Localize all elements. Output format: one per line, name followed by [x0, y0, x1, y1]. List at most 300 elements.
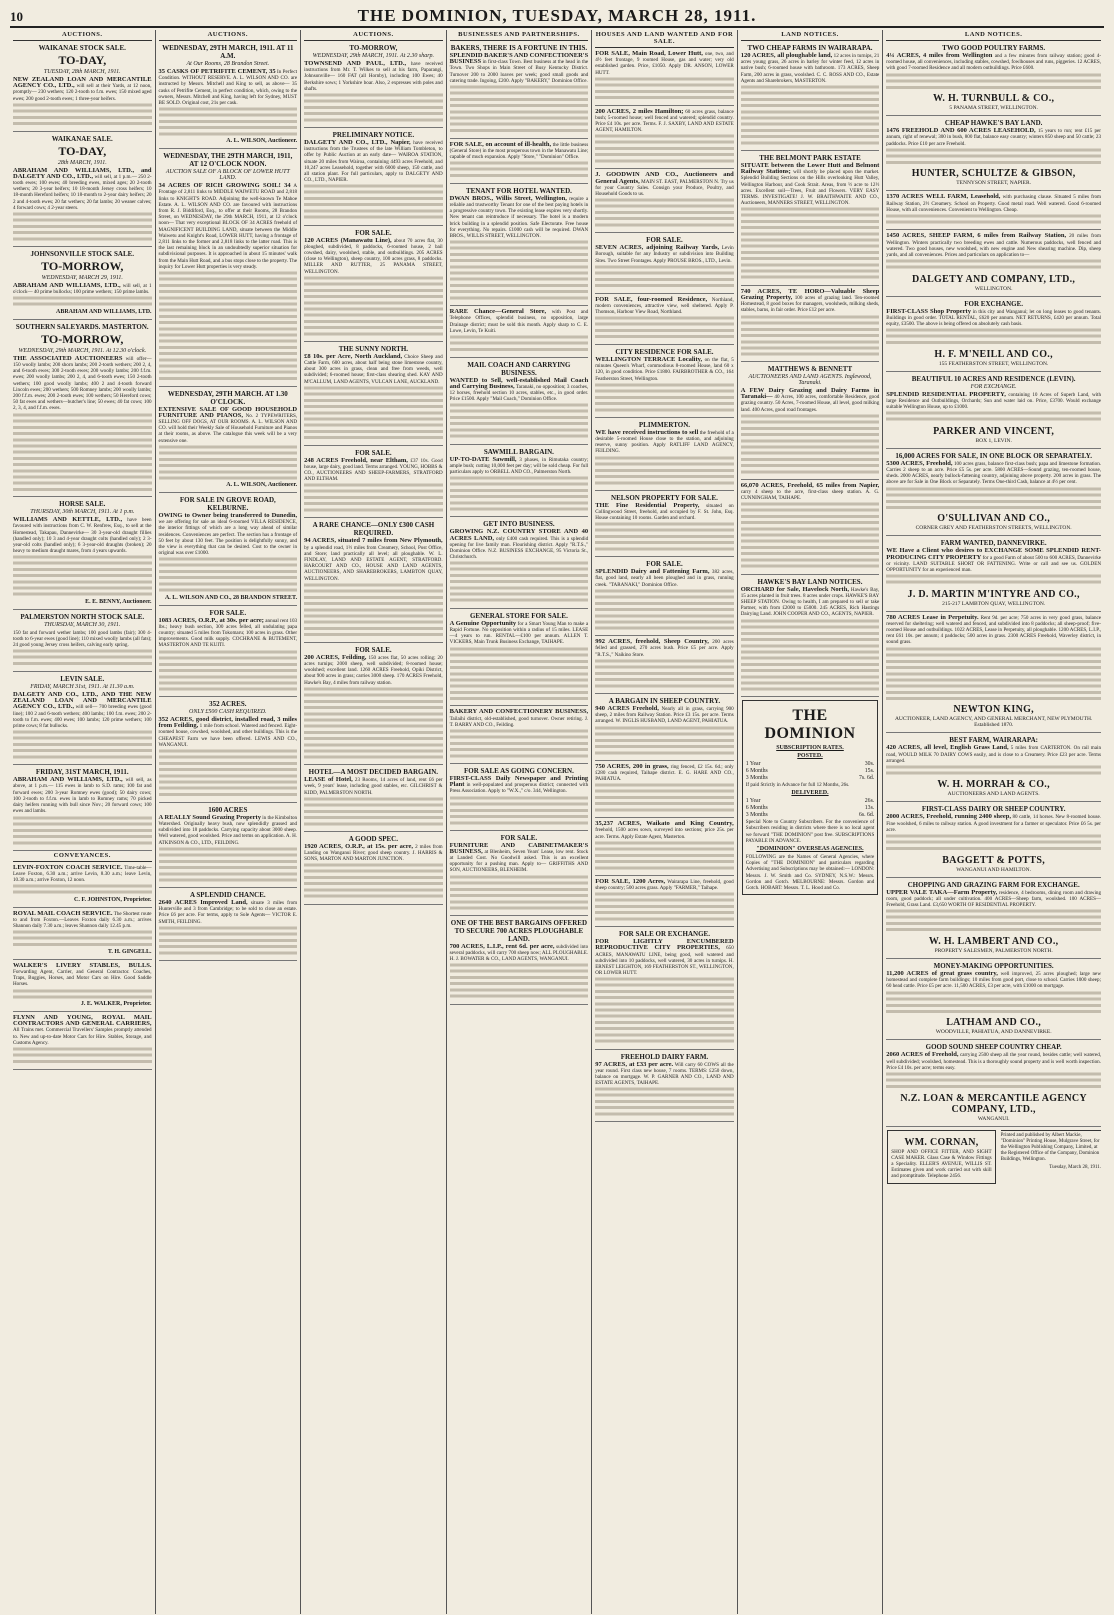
ad-body — [304, 61, 443, 92]
ad-text-lines — [13, 648, 152, 667]
rate-note: If paid Strictly in Advance for full 12 Months, 26s. — [745, 782, 850, 789]
ad-lead: 120 ACRES, all ploughable land, — [740, 52, 833, 59]
ad-lead: 66,070 ACRES, Freehold, 65 miles from Napier, — [740, 481, 880, 489]
ad-text-lines — [595, 315, 734, 340]
ad-title: 1600 ACRES — [208, 805, 248, 814]
ad-lead: SITUATE between the Lower Hutt and Belmont Railway Stations; — [740, 162, 880, 176]
advertiser-name: N.Z. LOAN & MERCANTILE AGENCY COMPANY, LTD., — [900, 1092, 1087, 1115]
ad-lead: 700 ACRES, L.I.P., rent 6d. per acre, — [449, 942, 555, 950]
ad-lead: A FEW Dairy Grazing and Dairy Farms in Taranaki— — [740, 387, 880, 401]
ad-lead: 1083 ACRES, O.R.P., at 30s. per acre; — [158, 616, 264, 624]
ad-title: TO-MORROW, — [349, 44, 398, 52]
rate-price: 7s. 6d. — [858, 775, 875, 782]
advertisement — [304, 226, 443, 342]
column-heading: HOUSES AND LAND WANTED AND FOR SALE. — [595, 30, 734, 48]
ad-body — [595, 569, 734, 588]
ad-body — [886, 128, 1101, 147]
ad-text-lines — [450, 962, 589, 999]
ad-body — [886, 392, 1101, 411]
ad-text: Forwarding Agent, Carrier, and General Contractor. Coaches, Traps, Buggies, Horses, and Motor Cars on Hire. Good Saddle Horses. — [13, 968, 152, 988]
ad-text-lines — [595, 976, 734, 1044]
ad-body — [450, 142, 589, 161]
posted-heading: POSTED. — [797, 753, 823, 760]
column-2 — [156, 30, 302, 1614]
ad-lead: THE ASSOCIATED AUCTIONEERS — [13, 354, 123, 362]
ad-headline: TO-DAY, — [58, 53, 107, 67]
ad-text: in the Kimbolton Watershed. Originally heavy bush, now splendidly grassed and subdivided into 18 paddocks. Carrying capacity about 3000 sheep. Well watered, good woolshed. Price and terms on application. A. H. ATKINSON & CO., LTD., FEILDING. — [158, 814, 298, 846]
ad-lead: 35 CASKS OF PETRIFITE CEMENT, 35 — [158, 68, 276, 75]
ad-headline: TO-MORROW, — [41, 331, 124, 346]
ad-title: FRIDAY, 31ST MARCH, 1911. — [35, 768, 129, 777]
ad-body — [13, 77, 152, 102]
delivered-rates — [746, 798, 875, 819]
advertisement — [159, 888, 298, 961]
ad-text: Northland, modern conveniences, attractive view, well sheltered. Apply P. Thomson, Harbour View Road, Northland. — [595, 296, 734, 316]
ad-lead: A REALLY Sound Grazing Property — [158, 813, 261, 821]
ad-title: A GOOD SPEC. — [348, 834, 398, 843]
advertisement — [741, 480, 880, 575]
ad-lead: 248 ACRES Freehold, near Eltham, — [304, 456, 408, 464]
ad-text: with purchasing clause. Situated 5 miles from Railway Station, 2½ Creamery. School on Property. Good metal road. Well watered. Good 6-roomed House, with all conveniences. Convenient to Wellington. Cheap. — [886, 194, 1102, 213]
ad-title: WEDNESDAY, 29TH MARCH, 1911. AT 11 A.M. — [162, 44, 294, 60]
cornan-advertisement — [887, 1130, 995, 1184]
ad-body — [886, 745, 1101, 764]
advertisement — [595, 48, 734, 106]
ad-text: have received instructions from the Trustees of the late William Tombleton, to offer by Public Auction at an early date— WAIROA STATION, situate 20 miles from Wairoa, containing 4493 acres Freehold, and 10,247 acres Leasehold, together with 6000 sheep, 150 cattle, and all station plant. For full particulars, apply to DALGETY AND CO., LTD., NAPIER. — [304, 140, 443, 184]
rate-price: 13s. — [864, 805, 875, 812]
ad-text-lines — [13, 295, 152, 307]
advertisement — [13, 672, 152, 765]
ad-text: only £400 cash required. This is a splendid opening for live family man. Flourishing district. Apply "R.T.S.," Dominion Office. N.Z. BUSINESS EXCHANGE, 95 Victoria St., Christchurch. — [449, 535, 589, 561]
ad-text: about 70 acres flat, 30 ploughed, subdivided, 8 paddocks, 6-roomed house, 2 bail cowshed, dairy, woolshed, stable, and outbuildings. 205 ACRES (close to Wellington), sheep country, 100 acres grass, 8 paddocks. MILLER AND RUTTER, 25 PANAMA STREET, WELLINGTON. — [304, 237, 443, 275]
ad-text-lines — [741, 84, 880, 146]
ad-title: MONEY-MAKING OPPORTUNITIES. — [933, 962, 1054, 971]
advertisement — [595, 106, 734, 170]
ad-lead: ABRAHAM AND WILLIAMS, LTD., and DALGETY AND CO., LTD., — [13, 166, 152, 180]
ad-body — [886, 814, 1101, 833]
ad-text: 80 cattle, 14 horses. New 8-roomed house. Fine woolshed, 6 miles to railway station. A good investment for a farmer or speculator. Price £6 5s. per acre. — [886, 814, 1102, 833]
ad-title: HOTEL—A MOST DECIDED BARGAIN. — [308, 768, 439, 777]
ad-text-lines — [450, 475, 589, 512]
ad-text-lines — [741, 413, 880, 475]
ad-text: freehold, 1500 acres sown, surveyed into sections; price 25s. per acre. Terms. Apply Estate Agent, Masterton. — [595, 827, 734, 840]
ad-body — [159, 900, 298, 925]
ad-text: will offer— 150 woolly lambs; 200 shorn lambs; 200 2-tooth wethers; 200 2, 4, and 6-tooth ewes; 300 2-tooth ewes; 200 woolly lambs; 200 f.f.m. ewes; 200 woolly lambs; 200 2, 4, and 6-tooth ewes; 150 2-tooth wethers; 100 good woolly lambs; 400 2 and 4-tooth forward Lincoln ewes; 200 wethers; 500 Romney lambs; 200 woolly lambs; 200 f.f.m. ewes; 200 2-tooth ewes; 100 wethers; 50 Hereford cows; 50 fat ewes and wethers—butcher's line; 50 ewes; 40 fat cows; 100 2, 3, 4, and f.f.m. ewes. — [13, 355, 152, 412]
ad-text-lines — [886, 573, 1101, 585]
ad-body — [304, 140, 443, 183]
ad-body — [886, 971, 1101, 990]
ad-body — [13, 963, 152, 988]
ad-body — [13, 168, 152, 211]
ad-text: Wairarapa Line, freehold, good sheep country; 500 acres grass. Apply "FARMER," Taihape. — [595, 878, 734, 891]
ad-body — [741, 388, 880, 413]
ad-text: 23 Rooms, 14 acres of land, rent £6 per week, 9 years' lease, including good stables, etc. GILCHRIST & KIDD, PALMERSTON NORTH. — [304, 777, 443, 796]
ad-text-lines — [886, 646, 1101, 702]
ad-title: WAIKANAE SALE. — [51, 134, 113, 143]
ad-text-lines — [13, 929, 152, 948]
ad-text-lines — [159, 649, 298, 692]
advertisement — [13, 1012, 152, 1070]
ad-text: 100 acres grass, balance first-class bush; papa and limestone formation. Carries 2 sheep to an acre. Price £5 5s. per acre. 5800 ACRES—Sound grazing, ten-roomed house, sheds. 2000 ACRES, nearly bullock-fattening country, adjoining above property. 200 acres in grass. The above are for Sale in One Block or Separately. Terms One-third Cash, balance at 4½ per cent. — [886, 460, 1102, 486]
ad-lead: DALGETY AND CO., LTD., AND THE NEW ZEALAND LOAN AND MERCANTILE AGENCY CO., LTD., — [13, 691, 152, 711]
ad-text-lines — [886, 147, 1101, 166]
ad-text: Taranaki, no opposition; 3 coaches, 12 horses, freehold section 10 acres, stables, etc., in good order. Price £1500. Apply "Mail Coach," Dominion Office. — [449, 383, 589, 403]
advertiser-address: 5 PANAMA STREET, WELLINGTON. — [949, 105, 1038, 112]
advertisement — [304, 643, 443, 765]
advertiser-address: 155 FEATHERSTON STREET, WELLINGTON. — [938, 360, 1049, 367]
advertiser-address: WELLINGTON. — [974, 285, 1013, 292]
advertiser-name: PARKER AND VINCENT, — [933, 425, 1055, 437]
ad-lead: 2640 ACRES Improved Land, — [158, 898, 248, 906]
advertisement — [886, 802, 1101, 877]
ad-body — [886, 53, 1101, 72]
ad-title: PRELIMINARY NOTICE. — [332, 131, 415, 140]
ad-lead: RARE Chance—General Store, — [449, 308, 547, 316]
ad-text-lines — [595, 891, 734, 922]
ad-body — [13, 865, 152, 884]
advertisement — [595, 927, 734, 1049]
ad-date: WEDNESDAY, MARCH 29, 1911. — [41, 275, 123, 282]
ad-text: at Blenheim, Seven Years' Lease, low rent. Stock at Landed Cost. No Goodwill asked. This is an excellent opportunity for a pushing man. Apply to— GRIFFITHS AND SON, AUCTIONEERS, BLENHEIM. — [449, 848, 589, 874]
ad-body — [159, 618, 298, 649]
rate-period: 3 Months — [745, 812, 768, 819]
ad-lead: 94 ACRES, situated 7 miles from New Plymouth, — [304, 537, 443, 545]
ad-lead: 120 ACRES (Manawatu Line), — [304, 236, 392, 244]
masthead — [10, 6, 1104, 28]
ad-lead: SEVEN ACRES, adjoining Railway Yards, — [595, 244, 720, 252]
ad-text-lines — [304, 385, 443, 441]
advertiser-address: CORNER GREY AND FEATHERSTON STREETS, WELLINGTON. — [915, 525, 1072, 532]
ad-body — [159, 407, 298, 444]
advertisement — [595, 418, 734, 491]
ad-lead: 750 ACRES, 200 in grass, — [595, 762, 669, 770]
ad-text-lines — [450, 84, 589, 134]
advertisement — [886, 191, 1101, 230]
ad-title: HAWKE'S BAY LAND NOTICES. — [757, 577, 863, 586]
advertisement — [450, 445, 589, 518]
ad-title: FOR SALE. — [355, 645, 392, 654]
advertiser-name: O'SULLIVAN AND CO., — [937, 513, 1051, 525]
advertisement — [741, 41, 880, 151]
ad-lead: 97 ACRES, at £33 per acre. — [595, 1060, 674, 1068]
ad-title: 352 ACRES. — [209, 700, 247, 709]
ad-lead: TOWNSEND AND PAUL, LTD., — [304, 60, 407, 67]
ad-text-lines — [886, 990, 1101, 1015]
advertisement — [450, 358, 589, 445]
ad-body — [159, 183, 298, 270]
ad-lead: SPLENDID RESIDENTIAL PROPERTY, — [886, 390, 1006, 398]
ad-text: A Frontage of 2,811 links to MIDDLE WAIWETU ROAD and 2,818 links to KNIGHT'S ROAD. Adjoining the well-known Te Mahoe Estate. A. L. WILSON AND CO. are favoured with instructions from R. J. Biddiford, Esq., to offer at their Rooms, 28 Brandon Street, on WEDNESDAY, the 29th MARCH, 1911, at 12 o'clock noon— That very exceptional BLOCK OF 34 ACRES freehold of MAGNIFICENT BUILDING LAND, situate between the Middle Waiwetu and Knight's Road, LOWER HUTT, having a frontage of 2,811 links to the former and 2,818 links to the latter road. This is the last remaining block in an undoubtedly superior situation for subdivisional purposes. It is approached in about 15 minutes' walk from the Main Hutt Road, and a bus stops close to the property. The inquiry for Lower Hutt properties is very steady. — [158, 183, 298, 270]
advertisement — [13, 610, 152, 672]
ad-text-lines — [450, 160, 589, 179]
ad-body — [13, 1015, 152, 1046]
ad-title: A SPLENDID CHANCE. — [189, 890, 266, 899]
ad-body — [595, 639, 734, 658]
advertisement — [13, 497, 152, 610]
ad-text-lines — [450, 560, 589, 603]
ad-text: in this city and Wanganui; let on long leases to good tenants. Buildings in good order. TOTAL RENTAL, £620 per annum. NET RETURNS, £420 per annum. Total equity, £3500. The above is being offered on absolutely cash basis. — [886, 308, 1102, 328]
ad-lead: FURNITURE AND CABINETMAKER'S BUSINESS, — [449, 841, 589, 855]
ad-body — [450, 196, 589, 239]
advertiser-name: NEWTON KING, — [953, 704, 1034, 716]
columns-container — [10, 30, 1104, 1614]
ad-lead: UP-TO-DATE Sawmill, — [449, 455, 517, 463]
advertisement — [450, 306, 589, 357]
advertisement — [886, 878, 1101, 959]
ad-text: No. 2 TYPEWRITERS, SELLING OFF DOGS, AT OUR ROOMS. A. L. WILSON AND CO. will hold their Weekly Sale of Household Furniture and Pianos at their rooms, as above. The catalogue this week will be a very extensive one. — [158, 412, 298, 444]
rate-period: 1 Year — [745, 761, 761, 768]
ad-body — [13, 517, 152, 554]
ad-text-lines — [595, 382, 734, 413]
ad-text-lines — [13, 988, 152, 1000]
ad-body — [595, 879, 734, 891]
ad-text-lines — [450, 402, 589, 439]
ad-text: we are offering for sale an ideal 6-roomed VILLA RESIDENCE, the interior fittings of which are a long way ahead of similar residences. Conveniences are perfect. The section has a frontage of 50 feet by about 130 feet. The position is delightfully sunny, and the view is everything that can be desired. Cost to the owner in original was over £1000. — [158, 519, 298, 557]
ad-text: and a few minutes from railway station; good 4-roomed house, all conveniences, including stables, cowshed, fowlhouses and runs, piggeries. 12 ACRES, with good 7-roomed Residence and all modern outbuildings. Price £600. — [886, 53, 1102, 72]
rate-period: 1 Year — [745, 798, 761, 805]
ad-body — [13, 283, 152, 295]
advertiser-address: AUCTIONEERS AND LAND AGENTS. — [947, 791, 1040, 798]
ad-body — [304, 777, 443, 796]
advertiser-address: WANGANUI. — [977, 1115, 1010, 1122]
ad-lead: FOR LIGHTLY ENCUMBERED REPRODUCTIVE CITY PROPERTIES, — [595, 938, 734, 952]
advertisement — [595, 636, 734, 694]
advertisement — [886, 116, 1101, 191]
ad-body — [450, 621, 589, 646]
ad-lead: BAKERY AND CONFECTIONERY BUSINESS, — [449, 708, 589, 716]
ad-body — [886, 615, 1101, 646]
advertisement — [595, 761, 734, 819]
ad-body — [595, 706, 734, 725]
ad-text: in well-populated and prosperous district; connected with Press Association. Apply to "W.X.," c/o. 344, Wellington. — [449, 782, 589, 795]
ad-text: will sell, at 1 p.m.— 250 2-tooth ewes; 100 ewes; 40 breeding ewes, mixed ages; 20 2-tooth wethers; 20 3-year heifers; 10 18-month Jersey cross heifers; 10 18-month Hereford heifers; 10 18-month to 2-year dairy heifers; 20 2 and 4-tooth ewes; 20 fat wethers; 20 fat lambs; 20 weaner calves; 4 forward cows; 4 2-year steers. — [13, 173, 152, 211]
ad-text: one, two, and 4½ feet frontage, 9 roomed House, gas and water; very old established garden. Price, £1050. Apply DR. ANSON, LOWER HUTT. — [595, 51, 734, 76]
ad-body — [159, 513, 298, 556]
ad-text: The Shortest route to and from Foxton.—Leaves Foxton daily 6.30 a.m.; arrives Shannon daily 7.30 a.m.; leaves Shannon daily 12.45 p.m. — [13, 910, 152, 929]
ad-title: FOR SALE OR EXCHANGE. — [618, 930, 710, 939]
ad-lead: 2000 ACRES, Freehold, running 2400 sheep, — [886, 813, 1011, 821]
ad-date: 28th MARCH, 1911. — [57, 159, 107, 166]
ad-lead: J. GOODWIN AND CO., Auctioneers and General Agents, — [595, 171, 734, 185]
ad-text-lines — [450, 874, 589, 911]
rate-price: 6s. 6d. — [858, 812, 875, 819]
ad-body — [450, 709, 589, 728]
rate-price: 26s. — [864, 798, 875, 805]
advertiser-address: 215-217 LAMBTON QUAY, WELLINGTON. — [942, 600, 1046, 607]
ad-title: CHEAP HAWKE'S BAY LAND. — [944, 119, 1043, 128]
ad-title: FOR SALE. — [646, 560, 683, 569]
ad-title: CHOPPING AND GRAZING FARM FOR EXCHANGE. — [907, 880, 1080, 889]
ad-lead: WANTED to Sell, well-established Mail Coach and Carrying Business, — [449, 376, 589, 390]
ad-body — [13, 777, 152, 814]
ad-signature: E. E. BENNY, Auctioneer. — [85, 598, 152, 605]
ad-body — [595, 51, 734, 76]
ad-lead: 34 ACRES OF RICH GROWING SOIL! 34 — [158, 182, 291, 190]
ad-body — [304, 354, 443, 385]
advertisement — [595, 233, 734, 293]
ad-text-lines — [13, 211, 152, 242]
advertisement — [159, 387, 298, 493]
advertisement — [304, 765, 443, 832]
ad-lead: 11,200 ACRES of great grass country, — [886, 970, 998, 978]
ad-text: the little business (General Store) in the most prosperous town in the Manawatu Line; capable of much expansion. Apply "Store," "Dominion" Office. — [449, 141, 589, 161]
ad-title: FOR SALE. — [209, 608, 247, 617]
ad-lead: 4¼ ACRES, 4 miles from Wellington — [886, 52, 993, 59]
advertisement — [450, 764, 589, 831]
ad-text: have been favoured with instructions from C. W. Renfrew, Esq., to sell at the Homestead, Takapau, Dannevirke— 30 3-year-old draught fillies (handled only); 10 3 and 4-year draught colts (handled only); 2 3-year-old colts (handled only); 6 3-year-old draughts (broken); 20 heavy to medium draught mares, from 4 years upwards. — [13, 517, 152, 555]
ad-text: Rent 9d. per acre; 750 acres in very good grass, balance reserved for sheltering; well watered and fenced, and subdivided into 8 paddocks; all sheep-proof; five-roomed House and outbuildings. 1022 ACRES, Lease in Perpetuity, all ploughable. 1200 ACRES, L.I.P., rent £61 10s. per annum; 4 paddocks; 500 acres in grass. 2300 ACRES Freehold, Waverley district, in sound grass. — [886, 614, 1102, 646]
advertisement — [886, 449, 1101, 537]
advertisement — [13, 960, 152, 1012]
printer-imprint — [1001, 1130, 1101, 1187]
advertisement — [595, 1050, 734, 1123]
advertiser-name: H. F. M'NEILL AND CO., — [934, 348, 1053, 360]
ad-text-lines — [886, 1071, 1101, 1090]
ad-text-lines — [304, 275, 443, 337]
column-4 — [447, 30, 593, 1614]
column-heading: AUCTIONS. — [13, 30, 152, 41]
ad-body — [595, 172, 734, 197]
ad-title: WEDNESDAY, THE 29TH MARCH, 1911, AT 12 O'CLOCK NOON. — [163, 152, 293, 169]
ad-text-lines — [595, 197, 734, 228]
ad-text: 100 acres of grazing land. Ten-roomed Homestead, 8 good boxes for managers, woolsheds, milking sheds, stables, barns, in fair order. Price £12 per acre. — [740, 295, 880, 314]
ad-title: FARM WANTED, DANNEVIRKE. — [940, 539, 1047, 548]
ad-title: FOR SALE. — [646, 236, 683, 245]
ad-lead: OWING to Owner being transferred to Dunedin, — [158, 512, 298, 520]
ad-text: 20 miles from Wellington. Winters practically two breeding ewes and cattle. Numerous paddocks, well fenced and watered. Two good houses, new woolshed, with new engine and New shearing machine. Dip, sheep yards, and all conveniences. Prices and particulars on application to— — [886, 233, 1102, 259]
imprint-text: Printed and published by Albert Mackie, "Dominion" Printing House, Mulgrave Street, for the Wellington Publishing Company, Limited, at the Registered Office of the Company, Dominion Buildings, Wellington. — [1000, 1132, 1100, 1162]
ad-body — [595, 245, 734, 264]
advertisement — [13, 132, 152, 247]
ad-text: by a splendid road, 1½ miles from Creamery, School, Post Office, and Store; land practically all level; all ploughable. W. L. FINDLAY, LAND AND ESTATE AGENT, STRATFORD. HARCOURT AND CO., HOUSE AND LAND AGENTS, AUCTIONEERS, AND SHAREBROKERS, LAMBTON QUAY, WELLINGTON. — [304, 544, 443, 582]
ad-headline: TO-DAY, — [58, 143, 107, 158]
advertisement — [13, 908, 152, 960]
ad-title: SAWMILL BARGAIN. — [483, 447, 554, 456]
ad-body — [450, 944, 589, 963]
advertisement — [159, 697, 298, 803]
ad-title: FOR SALE. — [355, 228, 392, 237]
ad-body — [886, 233, 1101, 258]
ad-date: FRIDAY, MARCH 31st, 1911. At 11.30 a.m. — [30, 684, 135, 691]
ad-lead: WE Have a Client who desires to EXCHANGE SOME SPLENDID RENT-PRODUCING CITY PROPERTY — [886, 547, 1102, 561]
ad-text: Nearly all in grass, carrying 900 sheep, 2 miles from Railway Station. Price £3 15s. per acre. Terms arranged. W. INGLIS HUSBAND, LAND AGENT, PAHIATUA. — [595, 705, 734, 725]
ad-lead: ROYAL MAIL COACH SERVICE. — [13, 909, 113, 917]
advertisement — [886, 612, 1101, 734]
ad-lead: SPLENDID BAKER'S AND CONFECTIONER'S BUSINESS — [449, 52, 589, 66]
ad-body — [450, 457, 589, 476]
ad-date: ONLY £500 CASH REQUIRED. — [189, 709, 267, 716]
ad-title: BAKERS, THERE IS A FORTUNE IN THIS. — [450, 44, 588, 52]
ad-lead: WE have received instructions to sell — [595, 428, 699, 436]
ad-text-lines — [304, 686, 443, 760]
ad-text: for a Smart Young Man to make a Rapid Fortune. No opposition within a radius of 15 miles. LEASE—4 years to run. RENTAL—£100 per annum. ALLEN T. VICKERS, Main Trunk Business Exchange, TAIHAPE. — [449, 620, 589, 646]
ad-text: 40 Acres, 100 acres, comfortable Residence, good grazing country. 50 Acres, 7-roomed House, all level, good milking land. 400 Acres, good road frontages. — [740, 394, 880, 413]
ad-text: Tailaihi district, old-established, good turnover. Owner retiring. J. T. BARRY AND CO., Feilding. — [449, 715, 589, 728]
ad-body — [741, 163, 880, 206]
ad-text: 2 miles from Landing on Wanganui River; good sheep country. J. HARRIS & SONS, MARTON AND MARTON JUNCTION. — [304, 843, 443, 863]
advertisement — [886, 959, 1101, 1040]
ad-title: THE SUNNY NORTH. — [338, 344, 409, 353]
ad-title: WEDNESDAY, 29TH MARCH. AT 1.30 O'CLOCK. — [167, 389, 288, 406]
ad-text-lines — [886, 486, 1101, 511]
ad-headline: TO-MORROW, — [41, 259, 124, 274]
column-heading: AUCTIONS. — [159, 30, 298, 41]
delivered-heading: DELIVERED. — [791, 790, 829, 797]
ad-text-lines — [450, 795, 589, 826]
ad-date: THURSDAY, MARCH 30, 1911. — [44, 621, 121, 628]
ad-body — [886, 309, 1101, 328]
advertisement — [595, 491, 734, 558]
advertisement — [450, 706, 589, 764]
ad-text-lines — [159, 106, 298, 137]
ad-lead: ORCHARD for Sale, Havelock North, — [740, 585, 849, 593]
rate-period: 6 Months — [745, 805, 768, 812]
column-heading: AUCTIONS. — [304, 30, 443, 41]
ad-text: containing 10 Acres of Superb Land, with large Residence and Outbuildings, Orchards; Sun and water laid on. Price, £3700. Would exchange suitable Wellington House, up to £1000. — [886, 391, 1102, 411]
ad-body — [886, 194, 1101, 213]
ad-lead: WELLINGTON TERRACE Locality, — [595, 356, 703, 364]
ad-lead: FLYNN AND YOUNG, ROYAL MAIL CONTRACTORS AND GENERAL CARRIERS, — [13, 1013, 152, 1028]
ad-title: FREEHOLD DAIRY FARM. — [620, 1052, 709, 1061]
ad-title: TWO CHEAP FARMS IN WAIRARAPA. — [747, 44, 873, 52]
ad-text: well improved, 25 acres ploughed; large new homestead and complete farm buildings; 10 miles from good port, close to school. Carries 1000 sheep; 60 head cattle. Price £5 per acre. 11,500 ACRES, £3 per acre, with £1000 on mortgage. — [886, 971, 1102, 990]
ad-text-lines — [595, 521, 734, 552]
column-heading: LAND NOTICES. — [886, 30, 1101, 41]
ad-lead: 35,237 ACRES, Waikato and King Country, — [595, 820, 734, 828]
advertisement — [886, 733, 1101, 802]
ad-text-lines — [450, 334, 589, 353]
column-3 — [301, 30, 447, 1614]
ad-text-lines — [13, 412, 152, 493]
ad-date: WEDNESDAY, 29th MARCH, 1911. At 2.30 sharp. — [312, 53, 435, 59]
ad-lead: SPLENDID Dairy and Fattening Farm, — [595, 568, 710, 576]
ad-text-lines — [595, 782, 734, 813]
ad-text-lines — [450, 646, 589, 702]
ad-text-lines — [304, 796, 443, 827]
advertisement — [741, 286, 880, 362]
advertisement — [13, 247, 152, 320]
ad-title: FOR EXCHANGE. — [964, 299, 1024, 308]
ad-text-lines — [595, 1086, 734, 1117]
ad-text: Levin Borough, suitable for any Industry or subdivision into Building Sites. Two Street Frontages. Apply PROUSE BROS., LTD., Levin. — [595, 245, 734, 264]
ad-text-lines — [304, 582, 443, 638]
ad-title: A BARGAIN IN SHEEP COUNTRY. — [608, 696, 721, 705]
ad-text-lines — [159, 444, 298, 481]
advertisement — [304, 41, 443, 128]
ad-text: 5 miles from CARTERTON. On rail main road, WOULD MILK 70 DAIRY COWS easily, and is close to a Creamery. Price £23 per acre. Terms arranged. — [886, 745, 1102, 764]
ad-date: At Our Rooms, 28 Brandon Street. — [186, 61, 270, 67]
ad-title: FOR SALE AS GOING CONCERN. — [463, 767, 574, 776]
rate-row — [746, 768, 875, 775]
ad-text: 150 acres flat, 50 acres rolling; 20 acres turnips; 2000 sheep, well subdivided; 8-roomed house; woolshed; excellent land. 1260 ACRES Freehold, Opiki District, about 900 acres in grass; carries 3000 sheep. 170 ACRES Freehold, Hawke's Bay, 4 miles from railway station. — [304, 654, 443, 686]
advertisement — [159, 493, 298, 606]
ad-title: NELSON PROPERTY FOR SALE. — [611, 493, 718, 502]
advertisement — [13, 320, 152, 497]
rate-period: 6 Months — [745, 768, 768, 775]
advertisement — [450, 517, 589, 608]
ad-body — [13, 692, 152, 729]
advertisement — [304, 446, 443, 519]
ad-body — [450, 53, 589, 84]
ad-text-lines — [304, 862, 443, 899]
ad-signature: A. L. WILSON AND CO., 28 BRANDON STREET. — [164, 594, 298, 601]
ad-lead: £8 10s. per Acre, North Auckland, — [304, 352, 403, 360]
advertisement — [886, 1040, 1101, 1126]
advertisement — [450, 184, 589, 306]
ad-body — [886, 1052, 1101, 1071]
ad-lead: 1476 FREEHOLD AND 600 ACRES LEASEHOLD, — [886, 127, 1036, 135]
imprint-date: Tuesday, March 28, 1911. — [1049, 1164, 1102, 1170]
